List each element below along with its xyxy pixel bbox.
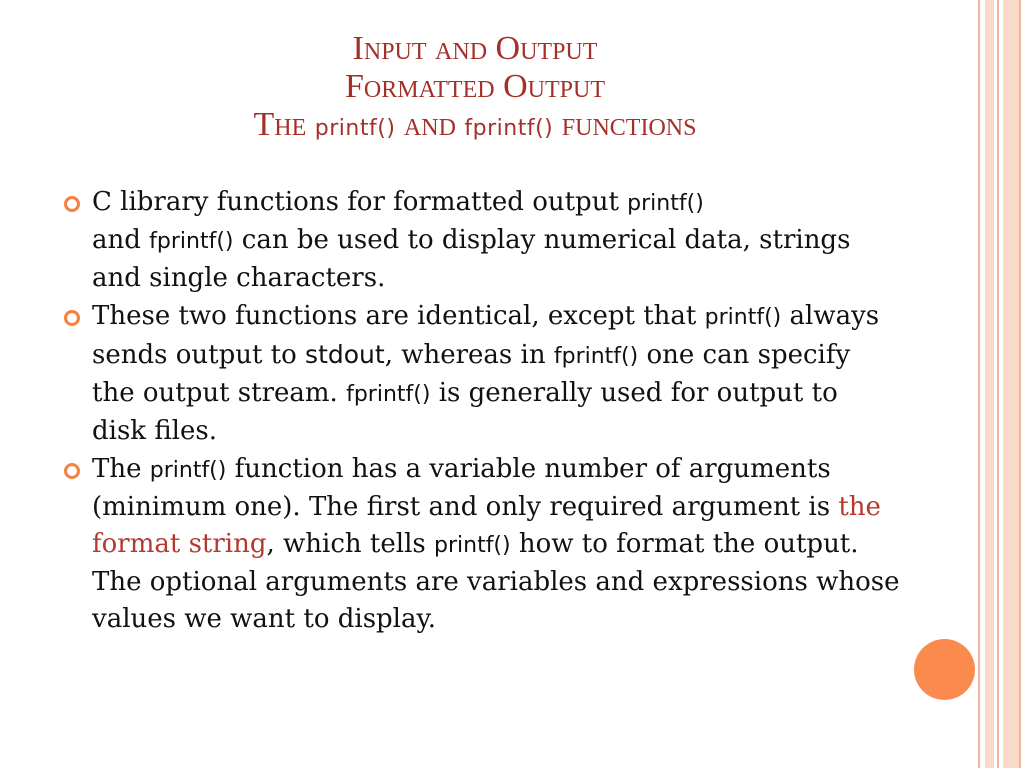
bullet-circle-icon xyxy=(64,463,80,479)
bullet-text: These two functions are identical, except that xyxy=(92,301,705,331)
bullet-text: can be used to display numerical data, strings and single characters. xyxy=(92,225,851,293)
code-term: printf() xyxy=(627,191,704,216)
bullet-text: and xyxy=(92,225,150,255)
code-term: fprintf() xyxy=(346,382,431,407)
code-term: printf() xyxy=(149,458,227,483)
decorative-stripe xyxy=(985,0,994,768)
bullet-circle-icon xyxy=(64,310,80,326)
decorative-stripe xyxy=(978,0,980,768)
bullet-text: , whereas in xyxy=(384,340,554,370)
code-term: printf() xyxy=(434,533,511,558)
decorative-circle xyxy=(914,639,975,700)
title-line-1: Input and Output xyxy=(352,30,598,67)
bullet-text: C library functions for formatted output xyxy=(92,187,628,217)
bullet-text: always sends output to xyxy=(92,301,880,370)
bullet-text: , which tells xyxy=(266,529,434,559)
decorative-stripe xyxy=(997,0,999,768)
decorative-stripe xyxy=(1003,0,1019,768)
bullet-text: The xyxy=(92,454,150,484)
decorative-stripe xyxy=(1019,0,1021,768)
title-text: and xyxy=(395,106,465,143)
title-text: functions xyxy=(553,106,697,143)
title-line-2: Formatted Output xyxy=(345,68,605,105)
bullet-circle-icon xyxy=(64,196,80,212)
bullet-item xyxy=(60,451,900,638)
bullet-text: is generally used for output to disk files. xyxy=(92,378,838,446)
highlighted-term: the format string xyxy=(92,492,881,559)
bullet-item xyxy=(60,184,900,297)
code-term: fprintf() xyxy=(149,229,234,254)
bullet-list xyxy=(60,184,900,639)
title-text: The xyxy=(253,106,315,143)
code-term: printf() xyxy=(704,305,782,330)
bullet-text: function has a variable number of arguments (minimum one). The first and only required argument is xyxy=(92,454,839,522)
code-term: stdout xyxy=(305,340,385,369)
title-code: fprintf() xyxy=(464,116,554,141)
bullet-text: how to format the output. The optional arguments are variables and expressions whose values we want to display. xyxy=(92,529,900,634)
code-term: fprintf() xyxy=(553,344,639,369)
bullet-item xyxy=(60,298,900,450)
title-code: printf() xyxy=(314,116,396,141)
bullet-text: one can specify the output stream. xyxy=(92,340,851,408)
title-line-3 xyxy=(60,106,890,148)
slide-title xyxy=(60,30,890,148)
